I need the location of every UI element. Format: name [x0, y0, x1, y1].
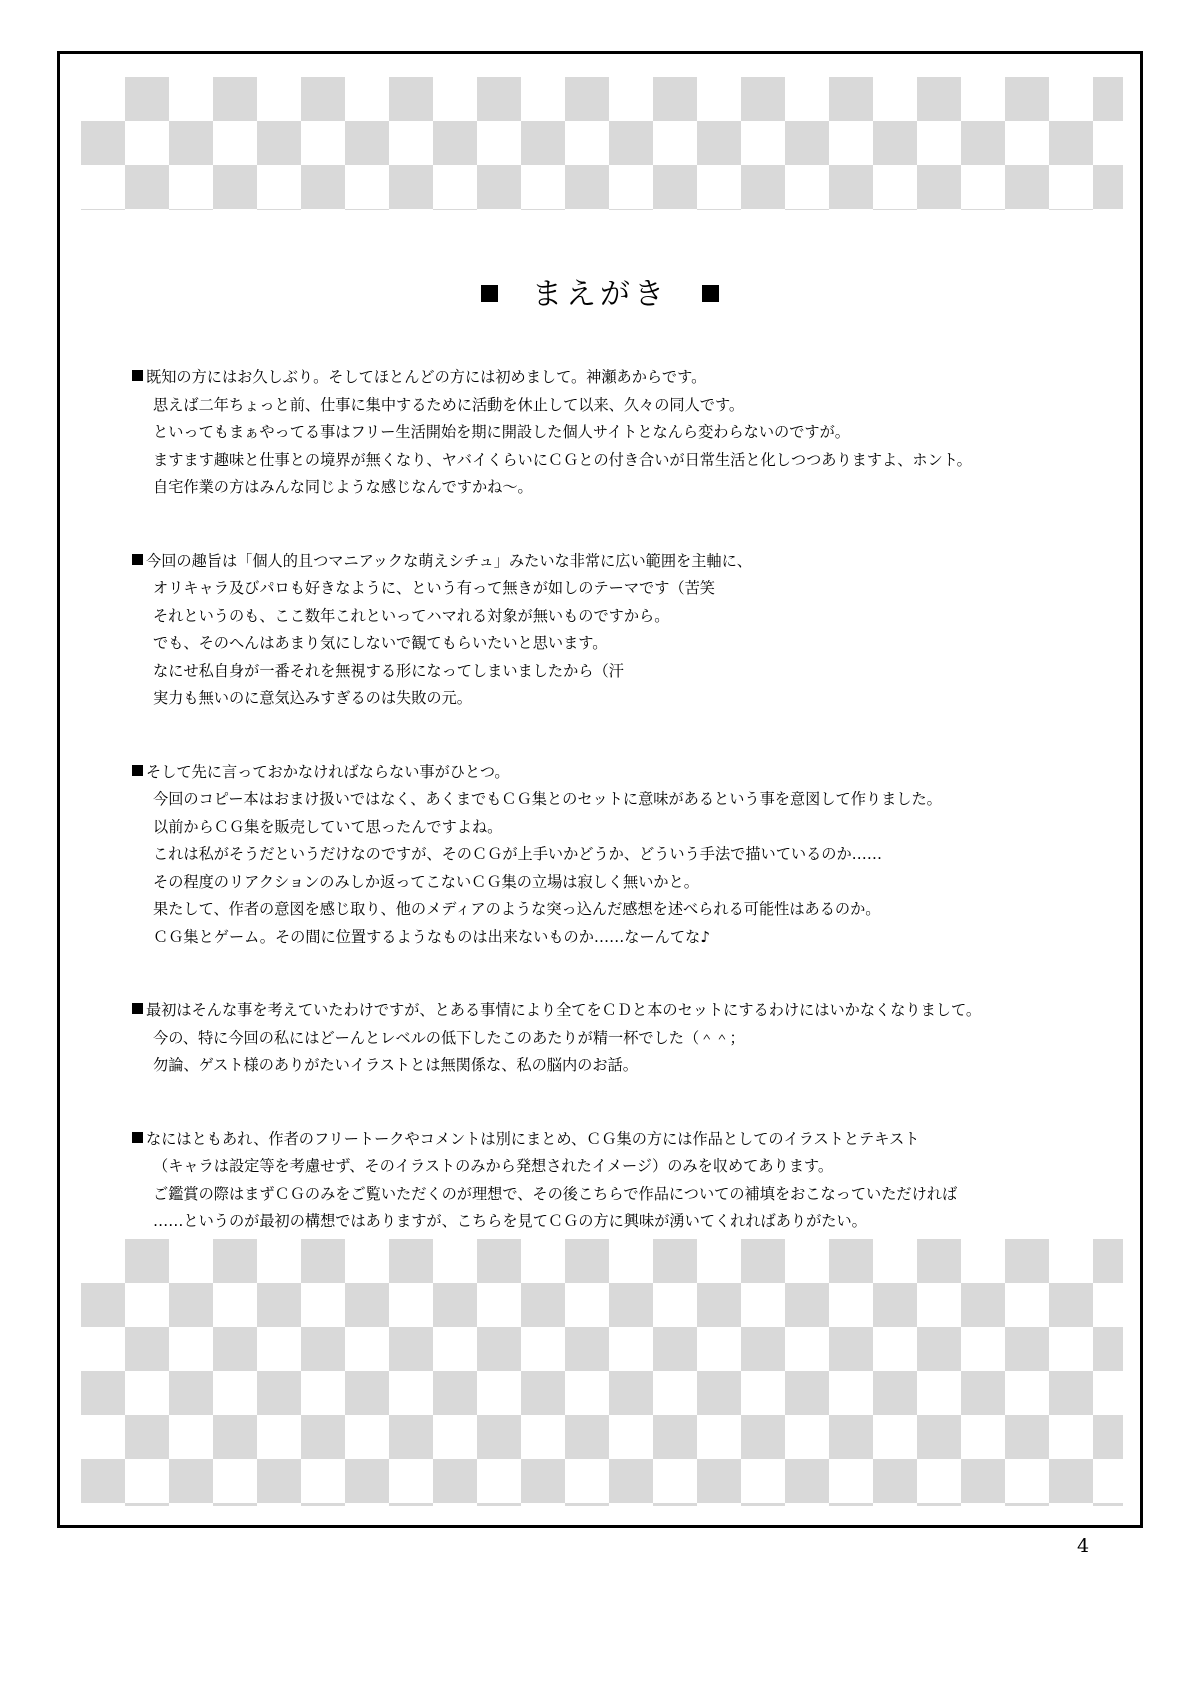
paragraph-line — [132, 759, 1082, 787]
paragraph-line: それというのも、ここ数年これといってハマれる対象が無いものですから。 — [153, 606, 670, 625]
paragraph-1 — [132, 364, 1082, 502]
paragraph-line: 思えば二年ちょっと前、仕事に集中するために活動を休止して以来、久々の同人です。 — [153, 395, 745, 414]
square-bullet-icon-right — [702, 285, 719, 302]
paragraph-line — [132, 364, 1082, 392]
document-page — [57, 51, 1143, 1528]
checkerboard-decoration-bottom — [81, 1239, 1123, 1506]
paragraph-line: オリキャラ及びパロも好きなように、という有って無きが如しのテーマです（苦笑 — [153, 579, 715, 597]
square-bullet-icon — [132, 765, 143, 776]
paragraph-line — [132, 997, 1082, 1025]
paragraph-line-text: 既知の方にはお久しぶり。そしてほとんどの方には初めまして。神瀬あからです。 — [146, 368, 707, 386]
paragraph-line: その程度のリアクションのみしか返ってこないＣＧ集の立場は寂しく無いかと。 — [153, 872, 699, 891]
paragraph-line: なにせ私自身が一番それを無視する形になってしまいましたから（汗 — [153, 661, 624, 680]
paragraph-2 — [132, 548, 1082, 713]
paragraph-line: これは私がそうだというだけなのですが、そのＣＧが上手いかどうか、どういう手法で描いているのか‥‥‥ — [153, 845, 883, 863]
paragraph-line — [132, 1126, 1082, 1154]
paragraph-line: 勿論、ゲスト様のありがたいイラストとは無関係な、私の脳内のお話。 — [153, 1056, 638, 1074]
paragraph-3 — [132, 759, 1082, 952]
paragraph-line-text: 最初はそんな事を考えていたわけですが、とある事情により全てをＣＤと本のセットにするわけにはいかなくなりまして。 — [146, 1001, 982, 1019]
paragraph-line: 今の、特に今回の私にはどーんとレベルの低下したこのあたりが精一杯でした（＾＾； — [153, 1028, 745, 1047]
paragraph-line: 実力も無いのに意気込みすぎるのは失敗の元。 — [153, 689, 472, 707]
paragraph-line: 自宅作業の方はみんな同じような感じなんですかね〜。 — [153, 478, 533, 496]
paragraph-line: ますます趣味と仕事との境界が無くなり、ヤバイくらいにＣＧとの付き合いが日常生活と化しつつありますよ、ホント。 — [153, 450, 972, 469]
paragraph-line: 今回のコピー本はおまけ扱いではなく、あくまでもＣＧ集とのセットに意味があるという事を意図して作りました。 — [153, 790, 942, 808]
paragraph-line-text: なにはともあれ、作者のフリートークやコメントは別にまとめ、ＣＧ集の方には作品としてのイラストとテキスト — [146, 1129, 920, 1148]
page-number: 4 — [1077, 1535, 1090, 1557]
paragraph-4 — [132, 997, 1082, 1080]
page-title-text: まえがき — [532, 277, 668, 312]
paragraph-line: 以前からＣＧ集を販売していて思ったんですよね。 — [153, 817, 503, 836]
paragraph-line: ‥‥‥というのが最初の構想ではありますが、こちらを見てＣＧの方に興味が湧いてくれればありがたい。 — [153, 1212, 867, 1230]
paragraph-line: 果たして、作者の意図を感じ取り、他のメディアのような突っ込んだ感想を述べられる可能性はあるのか。 — [153, 900, 881, 918]
paragraph-line: ご鑑賞の際はまずＣＧのみをご覧いただくのが理想で、その後こちらで作品についての補填をおこなっていただければ — [153, 1184, 958, 1203]
square-bullet-icon — [132, 554, 143, 565]
square-bullet-icon — [132, 370, 143, 381]
paragraph-line-text: そして先に言っておかなければならない事がひとつ。 — [146, 762, 510, 781]
paragraph-line — [132, 548, 1082, 576]
page-title — [60, 269, 1140, 313]
body-text — [132, 364, 1082, 1263]
paragraph-line: でも、そのへんはあまり気にしないで観てもらいたいと思います。 — [153, 634, 608, 652]
paragraph-line: といってもまぁやってる事はフリー生活開始を期に開設した個人サイトとなんら変わらないのですが。 — [153, 423, 850, 441]
square-bullet-icon — [132, 1003, 143, 1014]
square-bullet-icon-left — [481, 285, 498, 302]
paragraph-line-text: 今回の趣旨は「個人的且つマニアックな萌えシチュ」みたいな非常に広い範囲を主軸に、 — [146, 551, 752, 570]
checkerboard-decoration-top — [81, 77, 1123, 210]
square-bullet-icon — [132, 1132, 143, 1143]
paragraph-line: （キャラは設定等を考慮せず、そのイラストのみから発想されたイメージ）のみを収めてあります。 — [153, 1157, 834, 1175]
paragraph-line: ＣＧ集とゲーム。その間に位置するようなものは出来ないものか‥‥‥なーんてな♪ — [153, 927, 710, 946]
